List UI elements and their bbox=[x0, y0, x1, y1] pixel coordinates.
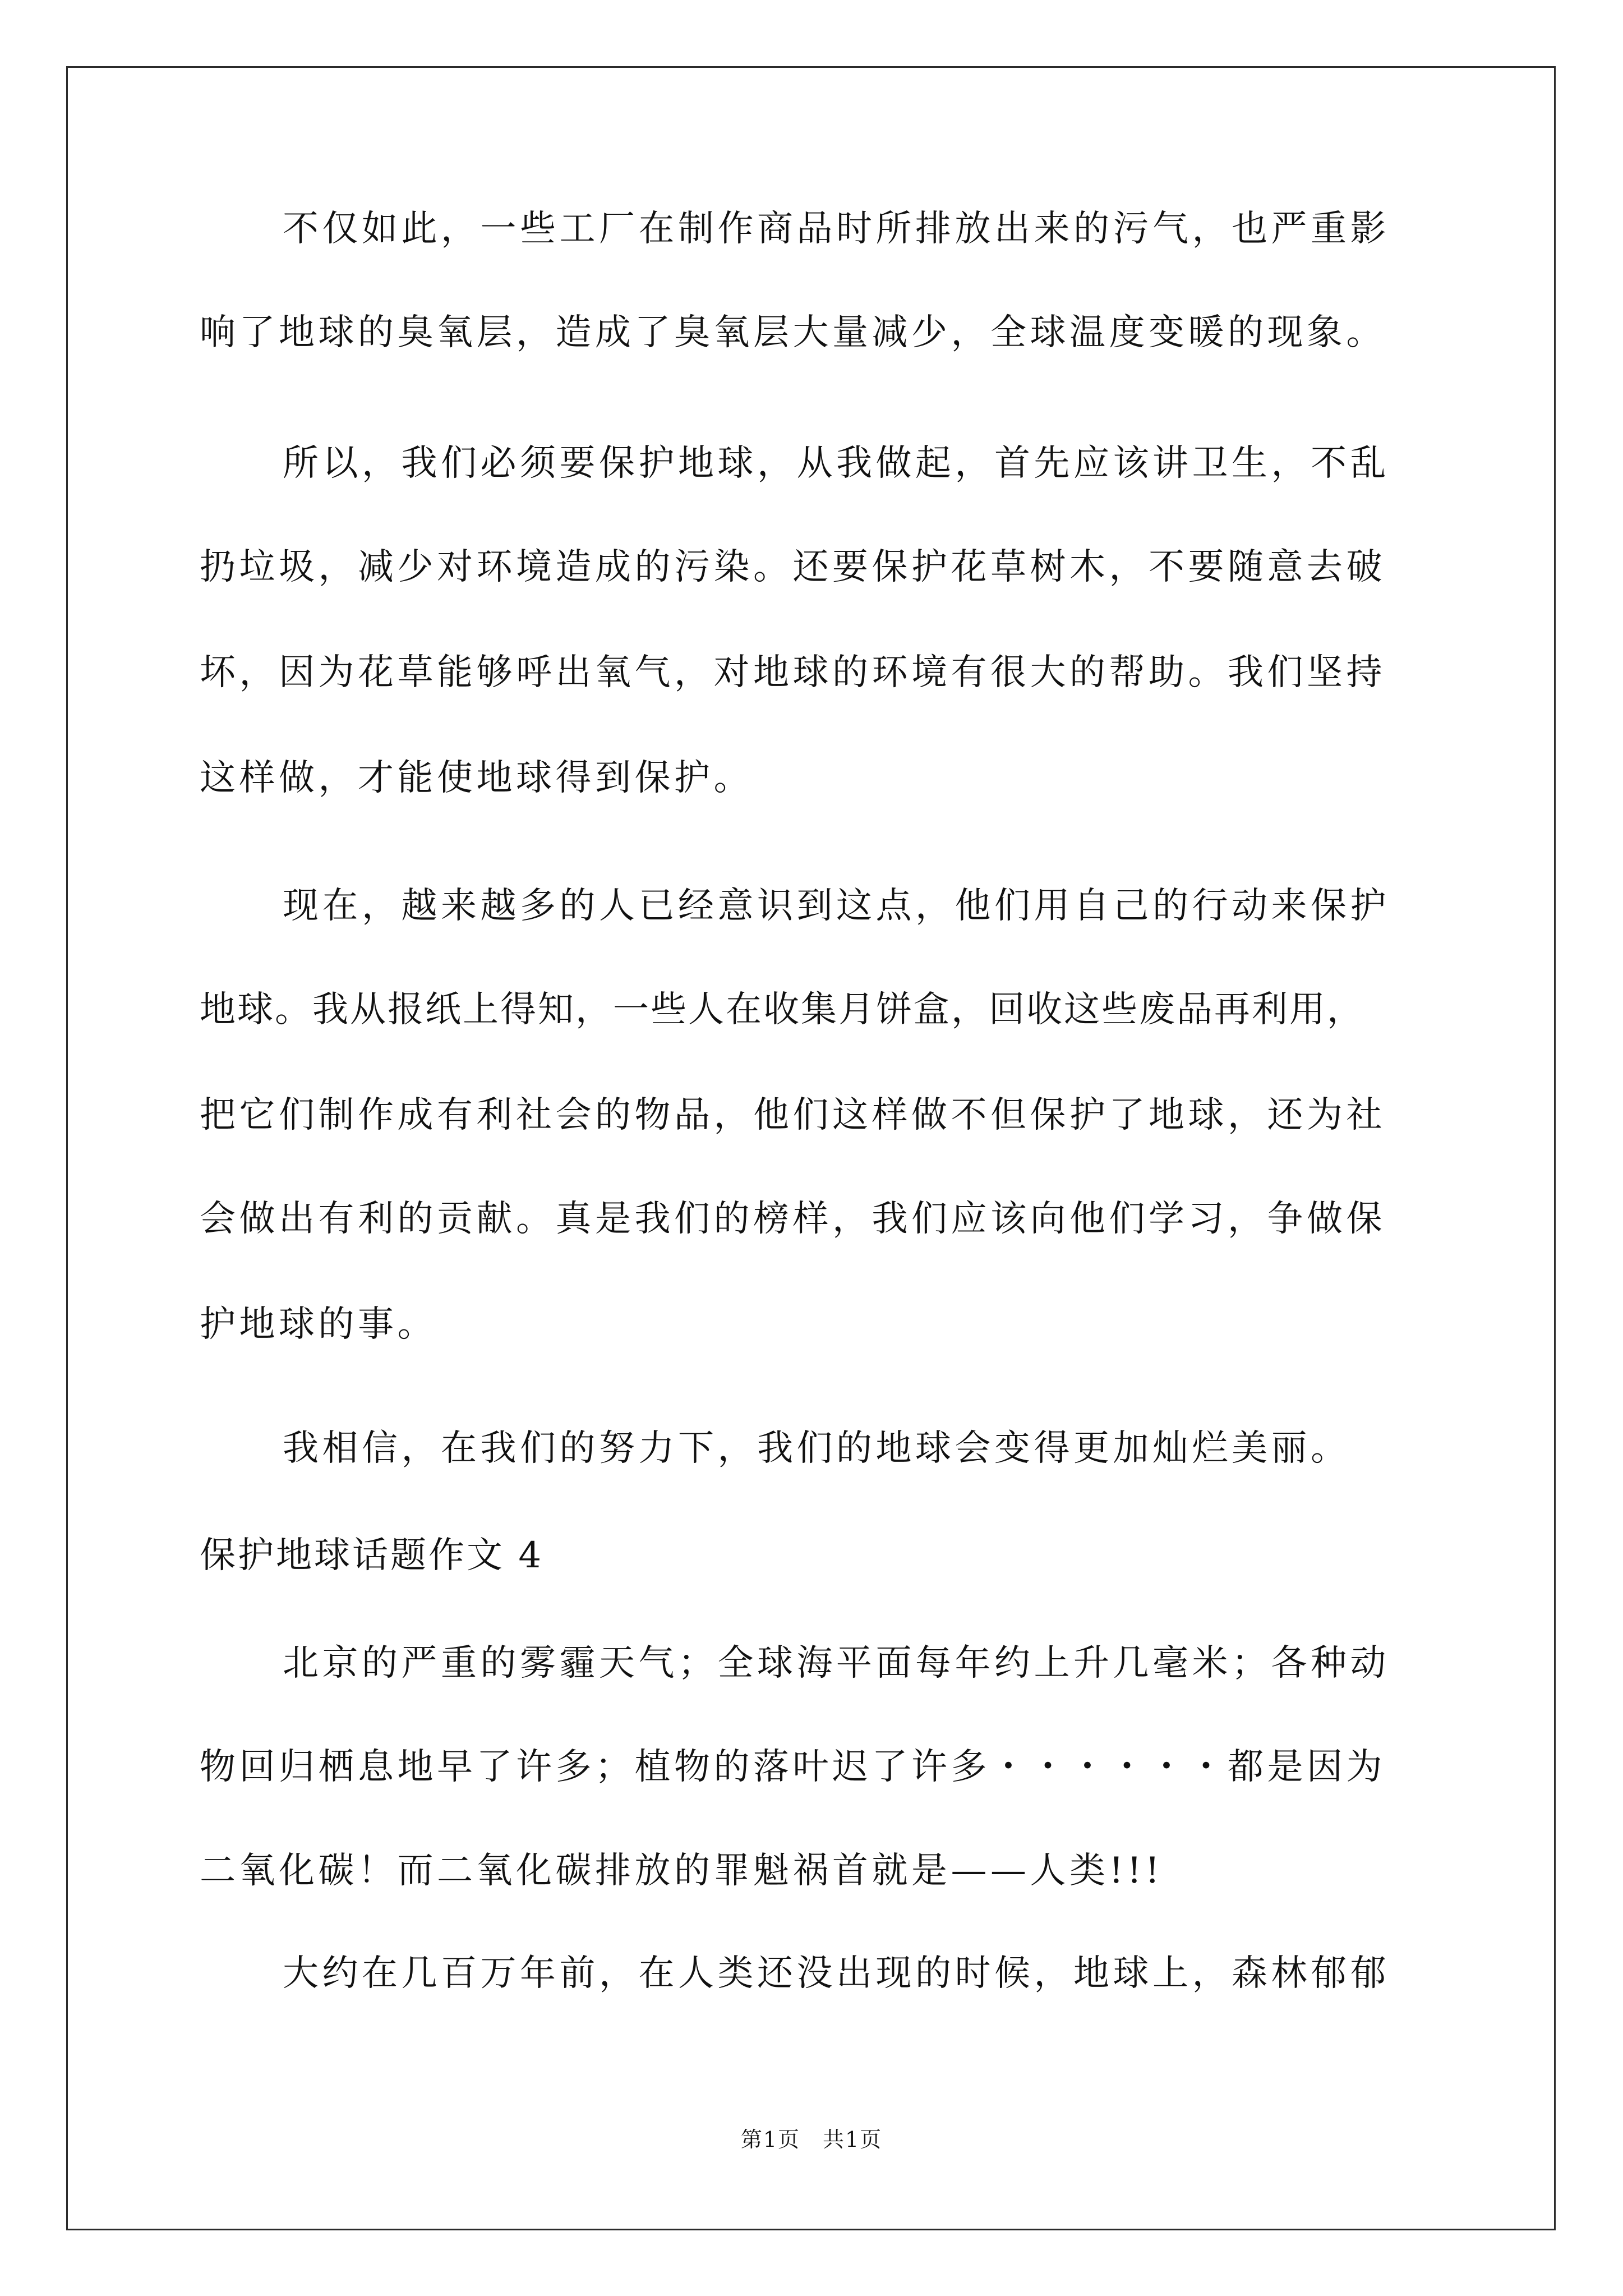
paragraph-line: 物回归栖息地早了许多；植物的落叶迟了许多・・・・・・都是因为 bbox=[200, 1746, 1386, 1788]
paragraph-line: 北京的严重的雾霾天气；全球海平面每年约上升几毫米；各种动 bbox=[283, 1642, 1390, 1684]
paragraph-line: 扔垃圾，减少对环境造成的污染。还要保护花草树木，不要随意去破 bbox=[200, 546, 1386, 588]
paragraph-line: 把它们制作成有利社会的物品，他们这样做不但保护了地球，还为社 bbox=[200, 1094, 1386, 1136]
page-border bbox=[66, 66, 1556, 2230]
paragraph-line: 我相信，在我们的努力下，我们的地球会变得更加灿烂美丽。 bbox=[283, 1428, 1350, 1469]
section-heading: 保护地球话题作文 4 bbox=[200, 1535, 544, 1576]
page-footer: 第1页 共1页 bbox=[740, 2127, 883, 2152]
paragraph-line: 所以，我们必须要保护地球，从我做起，首先应该讲卫生，不乱 bbox=[283, 443, 1390, 484]
paragraph-line: 不仅如此，一些工厂在制作商品时所排放出来的污气，也严重影 bbox=[283, 208, 1390, 250]
paragraph-line: 这样做，才能使地球得到保护。 bbox=[200, 757, 753, 799]
paragraph-line: 坏，因为花草能够呼出氧气，对地球的环境有很大的帮助。我们坚持 bbox=[200, 652, 1386, 693]
paragraph-line: 会做出有利的贡献。真是我们的榜样，我们应该向他们学习，争做保 bbox=[200, 1198, 1386, 1240]
paragraph-line: 响了地球的臭氧层，造成了臭氧层大量减少，全球温度变暖的现象。 bbox=[200, 312, 1386, 353]
paragraph-line: 地球。我从报纸上得知，一些人在收集月饼盒，回收这些废品再利用， bbox=[200, 989, 1364, 1030]
paragraph-line: 大约在几百万年前，在人类还没出现的时候，地球上，森林郁郁 bbox=[283, 1953, 1390, 1994]
paragraph-line: 现在，越来越多的人已经意识到这点，他们用自己的行动来保护 bbox=[283, 885, 1390, 927]
paragraph-line: 二氧化碳！而二氧化碳排放的罪魁祸首就是——人类!!! bbox=[200, 1850, 1164, 1892]
paragraph-line: 护地球的事。 bbox=[200, 1304, 437, 1345]
